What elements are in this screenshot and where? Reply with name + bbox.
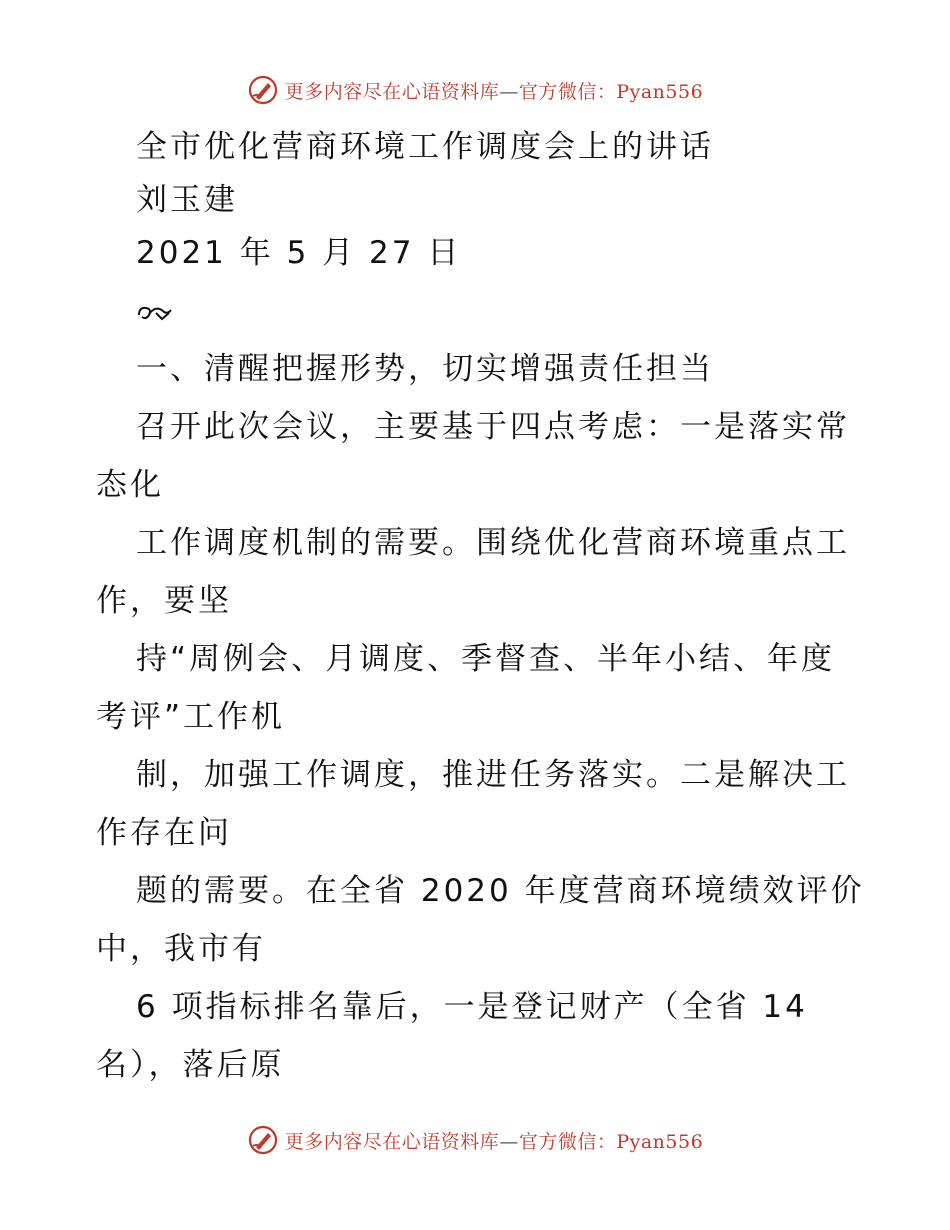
banner-separator: — xyxy=(499,80,519,103)
pen-logo-icon xyxy=(247,1124,279,1156)
banner-wechat-id: Pyan556 xyxy=(616,1130,704,1153)
document-title: 全市优化营商环境工作调度会上的讲话 xyxy=(136,129,714,165)
banner-separator: — xyxy=(499,1130,519,1153)
paragraph-line: 工作调度机制的需要。围绕优化营商环境重点工 xyxy=(136,525,850,561)
paragraph-line: 制，加强工作调度，推进任务落实。二是解决工 xyxy=(136,757,850,793)
document-date: 2021 年 5 月 27 日 xyxy=(136,235,462,271)
paragraph-line: 召开此次会议，主要基于四点考虑：一是落实常 xyxy=(136,409,850,445)
paragraph-line: 题的需要。在全省 2020 年度营商环境绩效评价 xyxy=(136,873,865,909)
banner-wechat-label: 官方微信： xyxy=(518,80,617,103)
banner-text-wrap xyxy=(285,77,703,104)
paragraph-line: 作，要坚 xyxy=(96,583,232,619)
document-author: 刘玉建 xyxy=(136,182,238,218)
paragraph-line: 考评”工作机 xyxy=(96,699,286,735)
flourish-icon xyxy=(136,301,174,325)
banner-inner xyxy=(247,1124,703,1156)
header-banner xyxy=(0,70,950,110)
banner-slogan: 更多内容尽在心语资料库 xyxy=(284,1130,500,1153)
paragraph-line: 作存在问 xyxy=(96,815,232,851)
section-heading: 一、清醒把握形势，切实增强责任担当 xyxy=(136,351,714,387)
paragraph-line: 6 项指标排名靠后，一是登记财产（全省 14 xyxy=(136,989,808,1025)
pen-logo-icon xyxy=(247,74,279,106)
banner-text-wrap xyxy=(285,1127,703,1154)
banner-slogan: 更多内容尽在心语资料库 xyxy=(284,80,500,103)
banner-wechat-label: 官方微信： xyxy=(518,1130,617,1153)
footer-banner xyxy=(0,1120,950,1160)
paragraph-line: 持“周例会、月调度、季督查、半年小结、年度 xyxy=(136,641,836,677)
banner-inner xyxy=(247,74,703,106)
paragraph-line: 态化 xyxy=(96,467,164,503)
paragraph-line: 中，我市有 xyxy=(96,931,266,967)
banner-wechat-id: Pyan556 xyxy=(616,80,704,103)
paragraph-line: 名），落后原 xyxy=(96,1047,285,1083)
ornament-row xyxy=(96,282,856,340)
document-body xyxy=(96,118,865,1094)
